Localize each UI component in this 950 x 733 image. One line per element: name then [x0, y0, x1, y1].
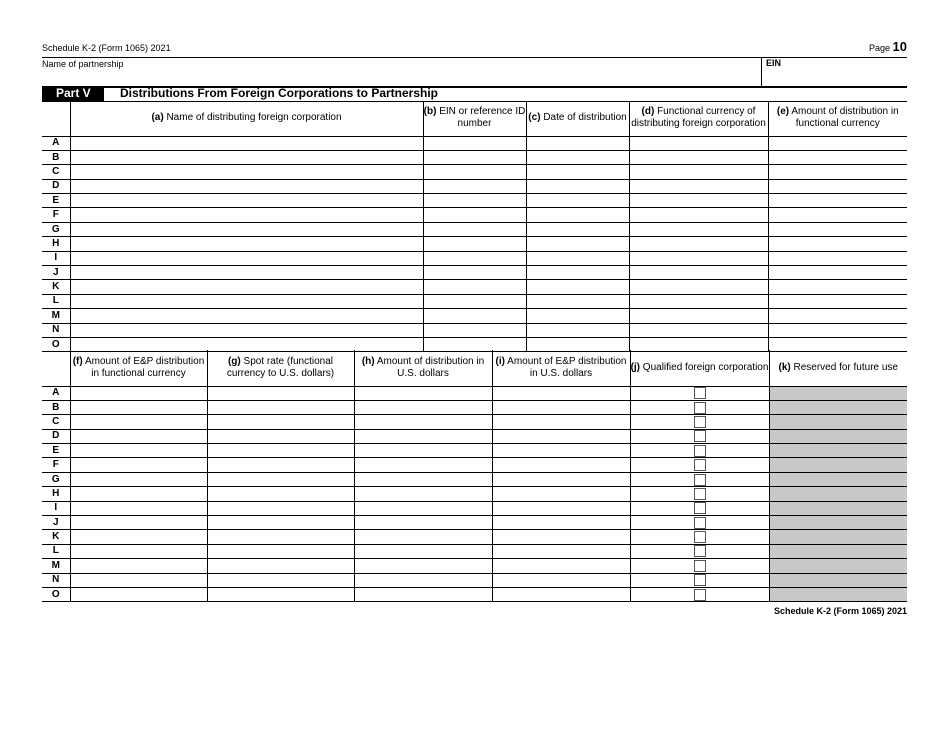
input-cell[interactable]	[629, 294, 768, 308]
input-cell[interactable]	[768, 237, 907, 251]
column-title: Functional currency of distributing foreign corporation	[631, 106, 766, 130]
input-cell[interactable]	[70, 386, 207, 400]
input-cell[interactable]	[629, 251, 768, 265]
row-letter: K	[42, 530, 70, 544]
input-cell[interactable]	[492, 516, 630, 530]
table-row	[42, 386, 907, 400]
reserved-cell	[769, 573, 907, 587]
input-cell[interactable]	[423, 251, 526, 265]
reserved-cell	[769, 559, 907, 573]
input-cell[interactable]	[768, 194, 907, 208]
column-title: Amount of distribution in functional currency	[791, 106, 899, 130]
table-row	[42, 559, 907, 573]
table-row	[42, 237, 907, 251]
input-cell[interactable]	[526, 179, 629, 193]
column-letter: (h)	[361, 355, 375, 367]
input-cell[interactable]	[768, 179, 907, 193]
input-cell[interactable]	[768, 280, 907, 294]
input-cell[interactable]	[526, 208, 629, 222]
input-cell[interactable]	[423, 237, 526, 251]
input-cell[interactable]	[768, 251, 907, 265]
input-cell[interactable]	[207, 415, 354, 429]
input-cell[interactable]	[768, 150, 907, 164]
input-cell[interactable]	[768, 165, 907, 179]
row-letter: H	[42, 237, 70, 251]
qualified-checkbox-cell	[630, 587, 769, 601]
input-cell[interactable]	[70, 472, 207, 486]
table-row	[42, 415, 907, 429]
input-cell[interactable]	[207, 487, 354, 501]
input-cell[interactable]	[526, 136, 629, 150]
qualified-checkbox[interactable]	[694, 517, 706, 529]
table-row	[42, 444, 907, 458]
part-header	[42, 86, 907, 102]
input-cell[interactable]	[492, 587, 630, 601]
input-cell[interactable]	[354, 501, 492, 515]
input-cell[interactable]	[354, 429, 492, 443]
row-letter: E	[42, 444, 70, 458]
reserved-cell	[769, 587, 907, 601]
input-cell[interactable]	[526, 323, 629, 337]
input-cell[interactable]	[207, 573, 354, 587]
qualified-checkbox-cell	[630, 516, 769, 530]
row-letter: O	[42, 587, 70, 601]
qualified-checkbox-cell	[630, 544, 769, 558]
row-label-header	[42, 350, 70, 386]
input-cell[interactable]	[629, 136, 768, 150]
input-cell[interactable]	[492, 415, 630, 429]
column-letter: (i)	[495, 355, 505, 367]
table-row	[42, 323, 907, 337]
reserved-cell	[769, 429, 907, 443]
table-row	[42, 487, 907, 501]
input-cell[interactable]	[629, 194, 768, 208]
input-cell[interactable]	[354, 559, 492, 573]
row-letter: L	[42, 294, 70, 308]
distributions-table-bottom	[42, 350, 907, 602]
qualified-checkbox[interactable]	[694, 402, 706, 414]
input-cell[interactable]	[70, 444, 207, 458]
input-cell[interactable]	[423, 208, 526, 222]
column-header	[354, 350, 492, 386]
partnership-name-label: Name of partnership	[42, 59, 124, 69]
part-title: Distributions From Foreign Corporations to Partnership	[120, 86, 439, 100]
table-row	[42, 458, 907, 472]
input-cell[interactable]	[70, 208, 423, 222]
input-cell[interactable]	[768, 294, 907, 308]
column-letter: (e)	[776, 106, 790, 118]
qualified-checkbox[interactable]	[694, 531, 706, 543]
input-cell[interactable]	[629, 323, 768, 337]
column-title: Date of distribution	[543, 112, 627, 124]
qualified-checkbox-cell	[630, 530, 769, 544]
table-row	[42, 516, 907, 530]
input-cell[interactable]	[70, 530, 207, 544]
input-cell[interactable]	[768, 222, 907, 236]
table-row	[42, 150, 907, 164]
qualified-checkbox-cell	[630, 400, 769, 414]
page-number-label	[869, 39, 907, 54]
input-cell[interactable]	[423, 266, 526, 280]
input-cell[interactable]	[354, 415, 492, 429]
table-row	[42, 222, 907, 236]
row-letter: H	[42, 487, 70, 501]
column-header	[768, 101, 907, 136]
row-letter: F	[42, 458, 70, 472]
page-header	[42, 39, 907, 58]
column-header	[207, 350, 354, 386]
input-cell[interactable]	[207, 501, 354, 515]
input-cell[interactable]	[768, 208, 907, 222]
input-cell[interactable]	[423, 165, 526, 179]
column-title: Amount of E&P distribution in U.S. dollars	[507, 355, 627, 379]
input-cell[interactable]	[768, 309, 907, 323]
input-cell[interactable]	[423, 179, 526, 193]
input-cell[interactable]	[207, 386, 354, 400]
column-letter: (b)	[423, 106, 437, 118]
qualified-checkbox[interactable]	[694, 574, 706, 586]
reserved-cell	[769, 530, 907, 544]
input-cell[interactable]	[207, 472, 354, 486]
qualified-checkbox[interactable]	[694, 387, 706, 399]
qualified-checkbox[interactable]	[694, 502, 706, 514]
input-cell[interactable]	[768, 323, 907, 337]
input-cell[interactable]	[354, 444, 492, 458]
column-letter: (j)	[630, 361, 641, 373]
row-letter: L	[42, 544, 70, 558]
ein-field[interactable]	[761, 58, 908, 86]
input-cell[interactable]	[492, 559, 630, 573]
input-cell[interactable]	[492, 444, 630, 458]
input-cell[interactable]	[207, 530, 354, 544]
table-row	[42, 280, 907, 294]
table-row	[42, 179, 907, 193]
column-header	[629, 101, 768, 136]
qualified-checkbox[interactable]	[694, 459, 706, 471]
qualified-checkbox-cell	[630, 458, 769, 472]
column-letter: (g)	[227, 355, 241, 367]
input-cell[interactable]	[492, 472, 630, 486]
input-cell[interactable]	[70, 294, 423, 308]
distributions-table-top	[42, 101, 907, 352]
input-cell[interactable]	[492, 530, 630, 544]
qualified-checkbox[interactable]	[694, 445, 706, 457]
input-cell[interactable]	[423, 136, 526, 150]
column-header	[769, 350, 907, 386]
input-cell[interactable]	[354, 544, 492, 558]
reserved-cell	[769, 386, 907, 400]
input-cell[interactable]	[492, 386, 630, 400]
column-letter: (f)	[72, 355, 83, 367]
input-cell[interactable]	[70, 458, 207, 472]
row-letter: G	[42, 222, 70, 236]
input-cell[interactable]	[70, 237, 423, 251]
input-cell[interactable]	[492, 429, 630, 443]
input-cell[interactable]	[492, 544, 630, 558]
qualified-checkbox[interactable]	[694, 474, 706, 486]
qualified-checkbox[interactable]	[694, 545, 706, 557]
input-cell[interactable]	[629, 165, 768, 179]
reserved-cell	[769, 400, 907, 414]
column-letter: (d)	[641, 106, 655, 118]
row-letter: F	[42, 208, 70, 222]
table-row	[42, 587, 907, 601]
input-cell[interactable]	[768, 136, 907, 150]
qualified-checkbox[interactable]	[694, 589, 706, 601]
input-cell[interactable]	[70, 587, 207, 601]
input-cell[interactable]	[70, 559, 207, 573]
input-cell[interactable]	[629, 150, 768, 164]
table-row	[42, 573, 907, 587]
input-cell[interactable]	[70, 323, 423, 337]
input-cell[interactable]	[354, 587, 492, 601]
qualified-checkbox-cell	[630, 559, 769, 573]
input-cell[interactable]	[629, 222, 768, 236]
input-cell[interactable]	[70, 251, 423, 265]
column-header	[630, 350, 769, 386]
column-header	[423, 101, 526, 136]
table-row	[42, 544, 907, 558]
input-cell[interactable]	[207, 587, 354, 601]
input-cell[interactable]	[354, 516, 492, 530]
input-cell[interactable]	[207, 400, 354, 414]
input-cell[interactable]	[423, 309, 526, 323]
input-cell[interactable]	[492, 573, 630, 587]
table-row	[42, 472, 907, 486]
form-id: Schedule K-2 (Form 1065) 2021	[42, 43, 171, 53]
reserved-cell	[769, 415, 907, 429]
input-cell[interactable]	[423, 280, 526, 294]
input-cell[interactable]	[354, 487, 492, 501]
input-cell[interactable]	[70, 150, 423, 164]
input-cell[interactable]	[207, 458, 354, 472]
input-cell[interactable]	[526, 266, 629, 280]
row-letter: D	[42, 179, 70, 193]
input-cell[interactable]	[526, 150, 629, 164]
input-cell[interactable]	[629, 208, 768, 222]
reserved-cell	[769, 516, 907, 530]
row-letter: K	[42, 280, 70, 294]
input-cell[interactable]	[70, 266, 423, 280]
qualified-checkbox-cell	[630, 429, 769, 443]
column-title: Name of distributing foreign corporation	[166, 112, 342, 124]
input-cell[interactable]	[354, 400, 492, 414]
row-letter: N	[42, 573, 70, 587]
row-letter: C	[42, 165, 70, 179]
input-cell[interactable]	[526, 165, 629, 179]
column-header	[70, 101, 423, 136]
page-number: 10	[892, 39, 907, 54]
input-cell[interactable]	[70, 573, 207, 587]
column-header	[492, 350, 630, 386]
input-cell[interactable]	[70, 179, 423, 193]
reserved-cell	[769, 544, 907, 558]
input-cell[interactable]	[526, 294, 629, 308]
input-cell[interactable]	[354, 573, 492, 587]
input-cell[interactable]	[70, 501, 207, 515]
row-letter: I	[42, 501, 70, 515]
input-cell[interactable]	[70, 136, 423, 150]
reserved-cell	[769, 472, 907, 486]
table-row	[42, 251, 907, 265]
input-cell[interactable]	[70, 415, 207, 429]
column-letter: (a)	[151, 112, 164, 124]
input-cell[interactable]	[207, 559, 354, 573]
input-cell[interactable]	[423, 150, 526, 164]
part-label: Part V	[42, 86, 104, 101]
column-title: Spot rate (functional currency to U.S. dollars)	[226, 355, 335, 379]
ein-label: EIN	[766, 58, 782, 68]
input-cell[interactable]	[526, 251, 629, 265]
input-cell[interactable]	[492, 400, 630, 414]
column-letter: (k)	[778, 361, 791, 373]
qualified-checkbox[interactable]	[694, 430, 706, 442]
input-cell[interactable]	[768, 266, 907, 280]
reserved-cell	[769, 444, 907, 458]
column-header-row	[42, 101, 907, 136]
input-cell[interactable]	[629, 266, 768, 280]
row-letter: A	[42, 386, 70, 400]
column-letter: (c)	[528, 112, 541, 124]
row-letter: G	[42, 472, 70, 486]
input-cell[interactable]	[526, 222, 629, 236]
table-row	[42, 309, 907, 323]
column-title: Amount of E&P distribution in functional currency	[84, 355, 205, 379]
qualified-checkbox-cell	[630, 444, 769, 458]
column-header	[526, 101, 629, 136]
input-cell[interactable]	[70, 429, 207, 443]
row-letter: B	[42, 400, 70, 414]
input-cell[interactable]	[629, 237, 768, 251]
qualified-checkbox[interactable]	[694, 416, 706, 428]
table-row	[42, 530, 907, 544]
row-letter: B	[42, 150, 70, 164]
input-cell[interactable]	[354, 386, 492, 400]
input-cell[interactable]	[423, 323, 526, 337]
table-row	[42, 501, 907, 515]
input-cell[interactable]	[70, 544, 207, 558]
row-letter: J	[42, 516, 70, 530]
input-cell[interactable]	[70, 487, 207, 501]
row-letter: I	[42, 251, 70, 265]
reserved-cell	[769, 458, 907, 472]
column-title: EIN or reference ID number	[439, 106, 526, 130]
row-letter: E	[42, 194, 70, 208]
footer-form-id: Schedule K-2 (Form 1065) 2021	[773, 606, 907, 616]
input-cell[interactable]	[354, 530, 492, 544]
input-cell[interactable]	[526, 280, 629, 294]
column-title: Reserved for future use	[793, 361, 898, 373]
input-cell[interactable]	[70, 280, 423, 294]
table-row	[42, 194, 907, 208]
input-cell[interactable]	[526, 237, 629, 251]
qualified-checkbox-cell	[630, 415, 769, 429]
input-cell[interactable]	[423, 222, 526, 236]
qualified-checkbox-cell	[630, 472, 769, 486]
table-row	[42, 266, 907, 280]
input-cell[interactable]	[492, 487, 630, 501]
column-header	[70, 350, 207, 386]
input-cell[interactable]	[629, 309, 768, 323]
row-letter: A	[42, 136, 70, 150]
input-cell[interactable]	[207, 444, 354, 458]
row-letter: N	[42, 323, 70, 337]
input-cell[interactable]	[423, 294, 526, 308]
input-cell[interactable]	[354, 472, 492, 486]
table-row	[42, 208, 907, 222]
reserved-cell	[769, 501, 907, 515]
input-cell[interactable]	[70, 516, 207, 530]
table-row	[42, 294, 907, 308]
input-cell[interactable]	[423, 194, 526, 208]
input-cell[interactable]	[629, 179, 768, 193]
row-letter: M	[42, 559, 70, 573]
column-title: Qualified foreign corporation	[642, 361, 769, 373]
input-cell[interactable]	[354, 458, 492, 472]
input-cell[interactable]	[207, 516, 354, 530]
qualified-checkbox-cell	[630, 487, 769, 501]
table-row	[42, 429, 907, 443]
column-title: Amount of distribution in U.S. dollars	[376, 355, 485, 379]
row-label-header	[42, 101, 70, 136]
table-row	[42, 165, 907, 179]
qualified-checkbox-cell	[630, 501, 769, 515]
row-letter: D	[42, 429, 70, 443]
input-cell[interactable]	[70, 165, 423, 179]
qualified-checkbox[interactable]	[694, 488, 706, 500]
qualified-checkbox-cell	[630, 386, 769, 400]
qualified-checkbox-cell	[630, 573, 769, 587]
table-row	[42, 136, 907, 150]
input-cell[interactable]	[526, 194, 629, 208]
input-cell[interactable]	[207, 429, 354, 443]
input-cell[interactable]	[492, 458, 630, 472]
input-cell[interactable]	[629, 280, 768, 294]
row-letter: J	[42, 266, 70, 280]
input-cell[interactable]	[207, 544, 354, 558]
input-cell[interactable]	[70, 309, 423, 323]
row-letter: M	[42, 309, 70, 323]
input-cell[interactable]	[492, 501, 630, 515]
input-cell[interactable]	[70, 400, 207, 414]
input-cell[interactable]	[70, 222, 423, 236]
reserved-cell	[769, 487, 907, 501]
table-row	[42, 400, 907, 414]
qualified-checkbox[interactable]	[694, 560, 706, 572]
page-label: Page	[868, 43, 891, 53]
input-cell[interactable]	[526, 309, 629, 323]
row-letter: O	[42, 337, 70, 351]
row-letter: C	[42, 415, 70, 429]
column-header-row	[42, 350, 907, 386]
input-cell[interactable]	[70, 194, 423, 208]
partnership-name-row	[42, 58, 907, 88]
